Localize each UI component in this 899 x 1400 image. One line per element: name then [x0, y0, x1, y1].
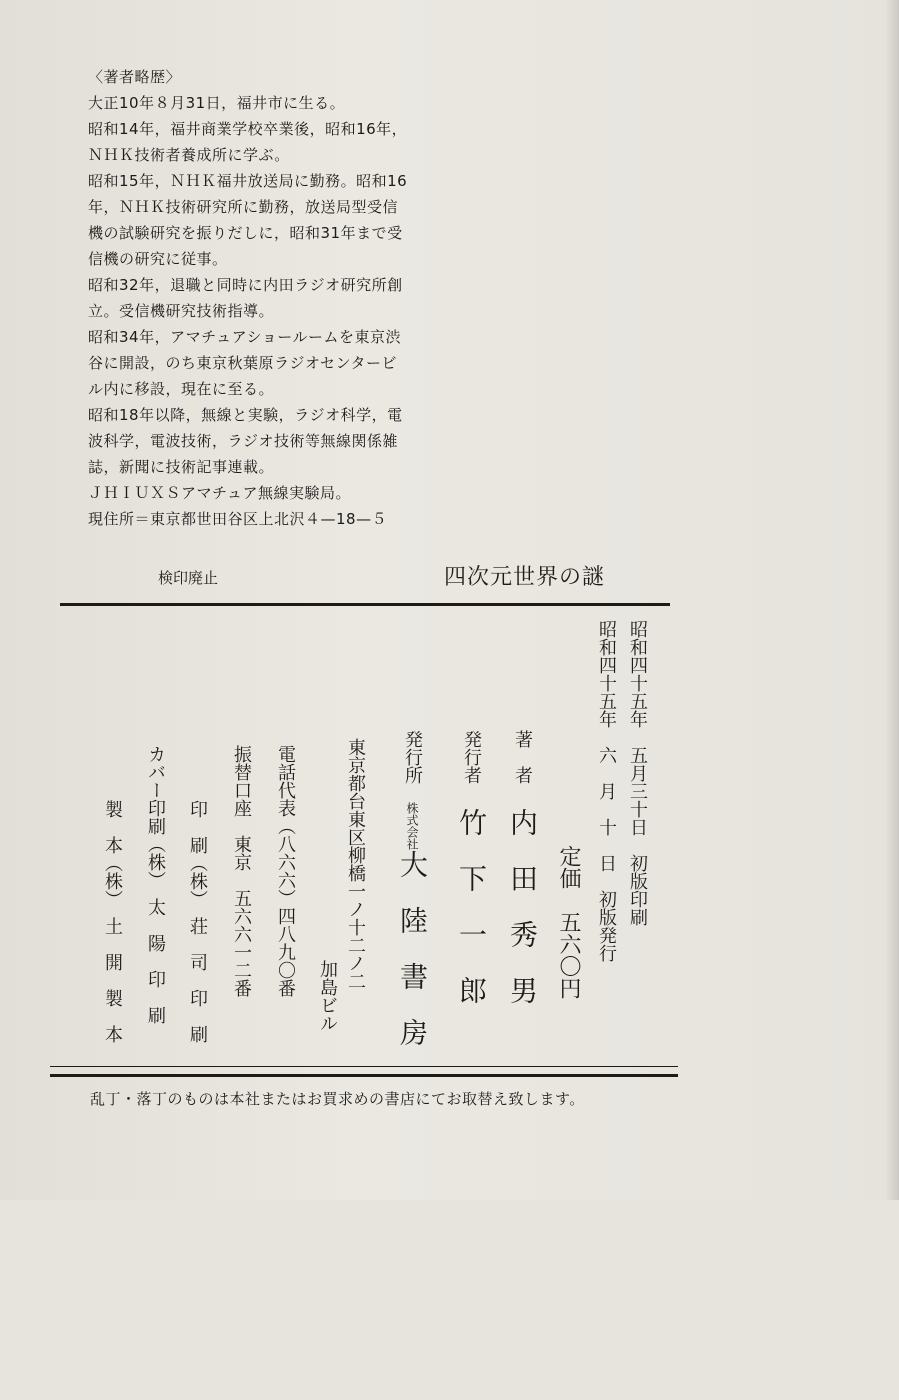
bio-line: 誌，新聞に技術記事連載。	[88, 458, 275, 476]
printer: 印 刷（株） 荘 司 印 刷	[187, 800, 208, 1043]
author-biography	[88, 64, 468, 532]
company-label: 発行所	[402, 730, 423, 784]
bio-line: 昭和32年，退職と同時に内田ラジオ研究所創	[88, 276, 403, 294]
cover-printer: カバー印刷（株） 太 陽 印 刷	[145, 745, 166, 1024]
bio-line: 大正10年８月31日，福井市に生る。	[88, 94, 346, 112]
bio-line: 昭和14年，福井商業学校卒業後，昭和16年，	[88, 120, 408, 138]
bio-line: 昭和15年，ＮＨＫ福井放送局に勤務。昭和16	[88, 172, 408, 190]
replacement-notice: 乱丁・落丁のものは本社またはお買求めの書店にてお取替え致します。	[90, 1090, 585, 1108]
bio-line: 年，ＮＨＫ技術研究所に勤務，放送局型受信	[88, 198, 399, 216]
author-name: 内 田 秀 男	[506, 808, 539, 1004]
book-title: 四次元世界の謎	[444, 565, 606, 590]
transfer-account: 振替口座 東京 五六六一二番	[231, 745, 252, 997]
bio-heading: 〈著者略歴〉	[88, 68, 182, 86]
bio-line: ル内に移設，現在に至る。	[88, 380, 275, 398]
top-rule	[60, 603, 670, 606]
bottom-rule	[50, 1074, 678, 1077]
price: 定価 五六〇円	[556, 845, 581, 999]
binder: 製 本（株） 土 開 製 本	[102, 800, 123, 1043]
seal-waived-note: 検印廃止	[158, 569, 219, 587]
bio-line: 昭和34年，アマチュアショールームを東京渋	[88, 328, 401, 346]
company-prefix: 株式会社	[405, 802, 419, 850]
publisher-name: 竹 下 一 郎	[455, 808, 488, 1004]
print-date: 昭和四十五年 五月三十日 初版印刷	[627, 620, 648, 926]
page-edge-shadow	[885, 0, 899, 1200]
bio-line: 現住所＝東京都世田谷区上北沢４—18—５	[88, 510, 388, 528]
bio-line: ＮＨＫ技術者養成所に学ぶ。	[88, 146, 290, 164]
publish-date: 昭和四十五年 六 月 十 日 初版発行	[596, 620, 617, 962]
bio-line: 谷に開設，のち東京秋葉原ラジオセンタービ	[88, 354, 397, 372]
author-label: 著 者	[512, 730, 533, 784]
publisher-label: 発行者	[461, 730, 482, 784]
bio-line: 立。受信機研究技術指導。	[88, 302, 275, 320]
bio-line: 昭和18年以降，無線と実験，ラジオ科学，電	[88, 406, 403, 424]
company-name: 大 陸 書 房	[396, 850, 429, 1046]
phone-number: 電話代表（八六六）四八九〇番	[275, 745, 296, 997]
bio-line: 波科学，電波技術，ラジオ技術等無線関係雑	[88, 432, 399, 450]
bio-line: 機の試験研究を振りだしに，昭和31年まで受	[88, 224, 403, 242]
building-name: 加島ビル	[317, 960, 338, 1032]
company-address: 東京都台東区柳橋一ノ十二ノ二	[345, 738, 366, 990]
bio-line: 信機の研究に従事。	[88, 250, 228, 268]
bio-line: ＪＨＩＵＸＳアマチュア無線実験局。	[88, 484, 352, 502]
